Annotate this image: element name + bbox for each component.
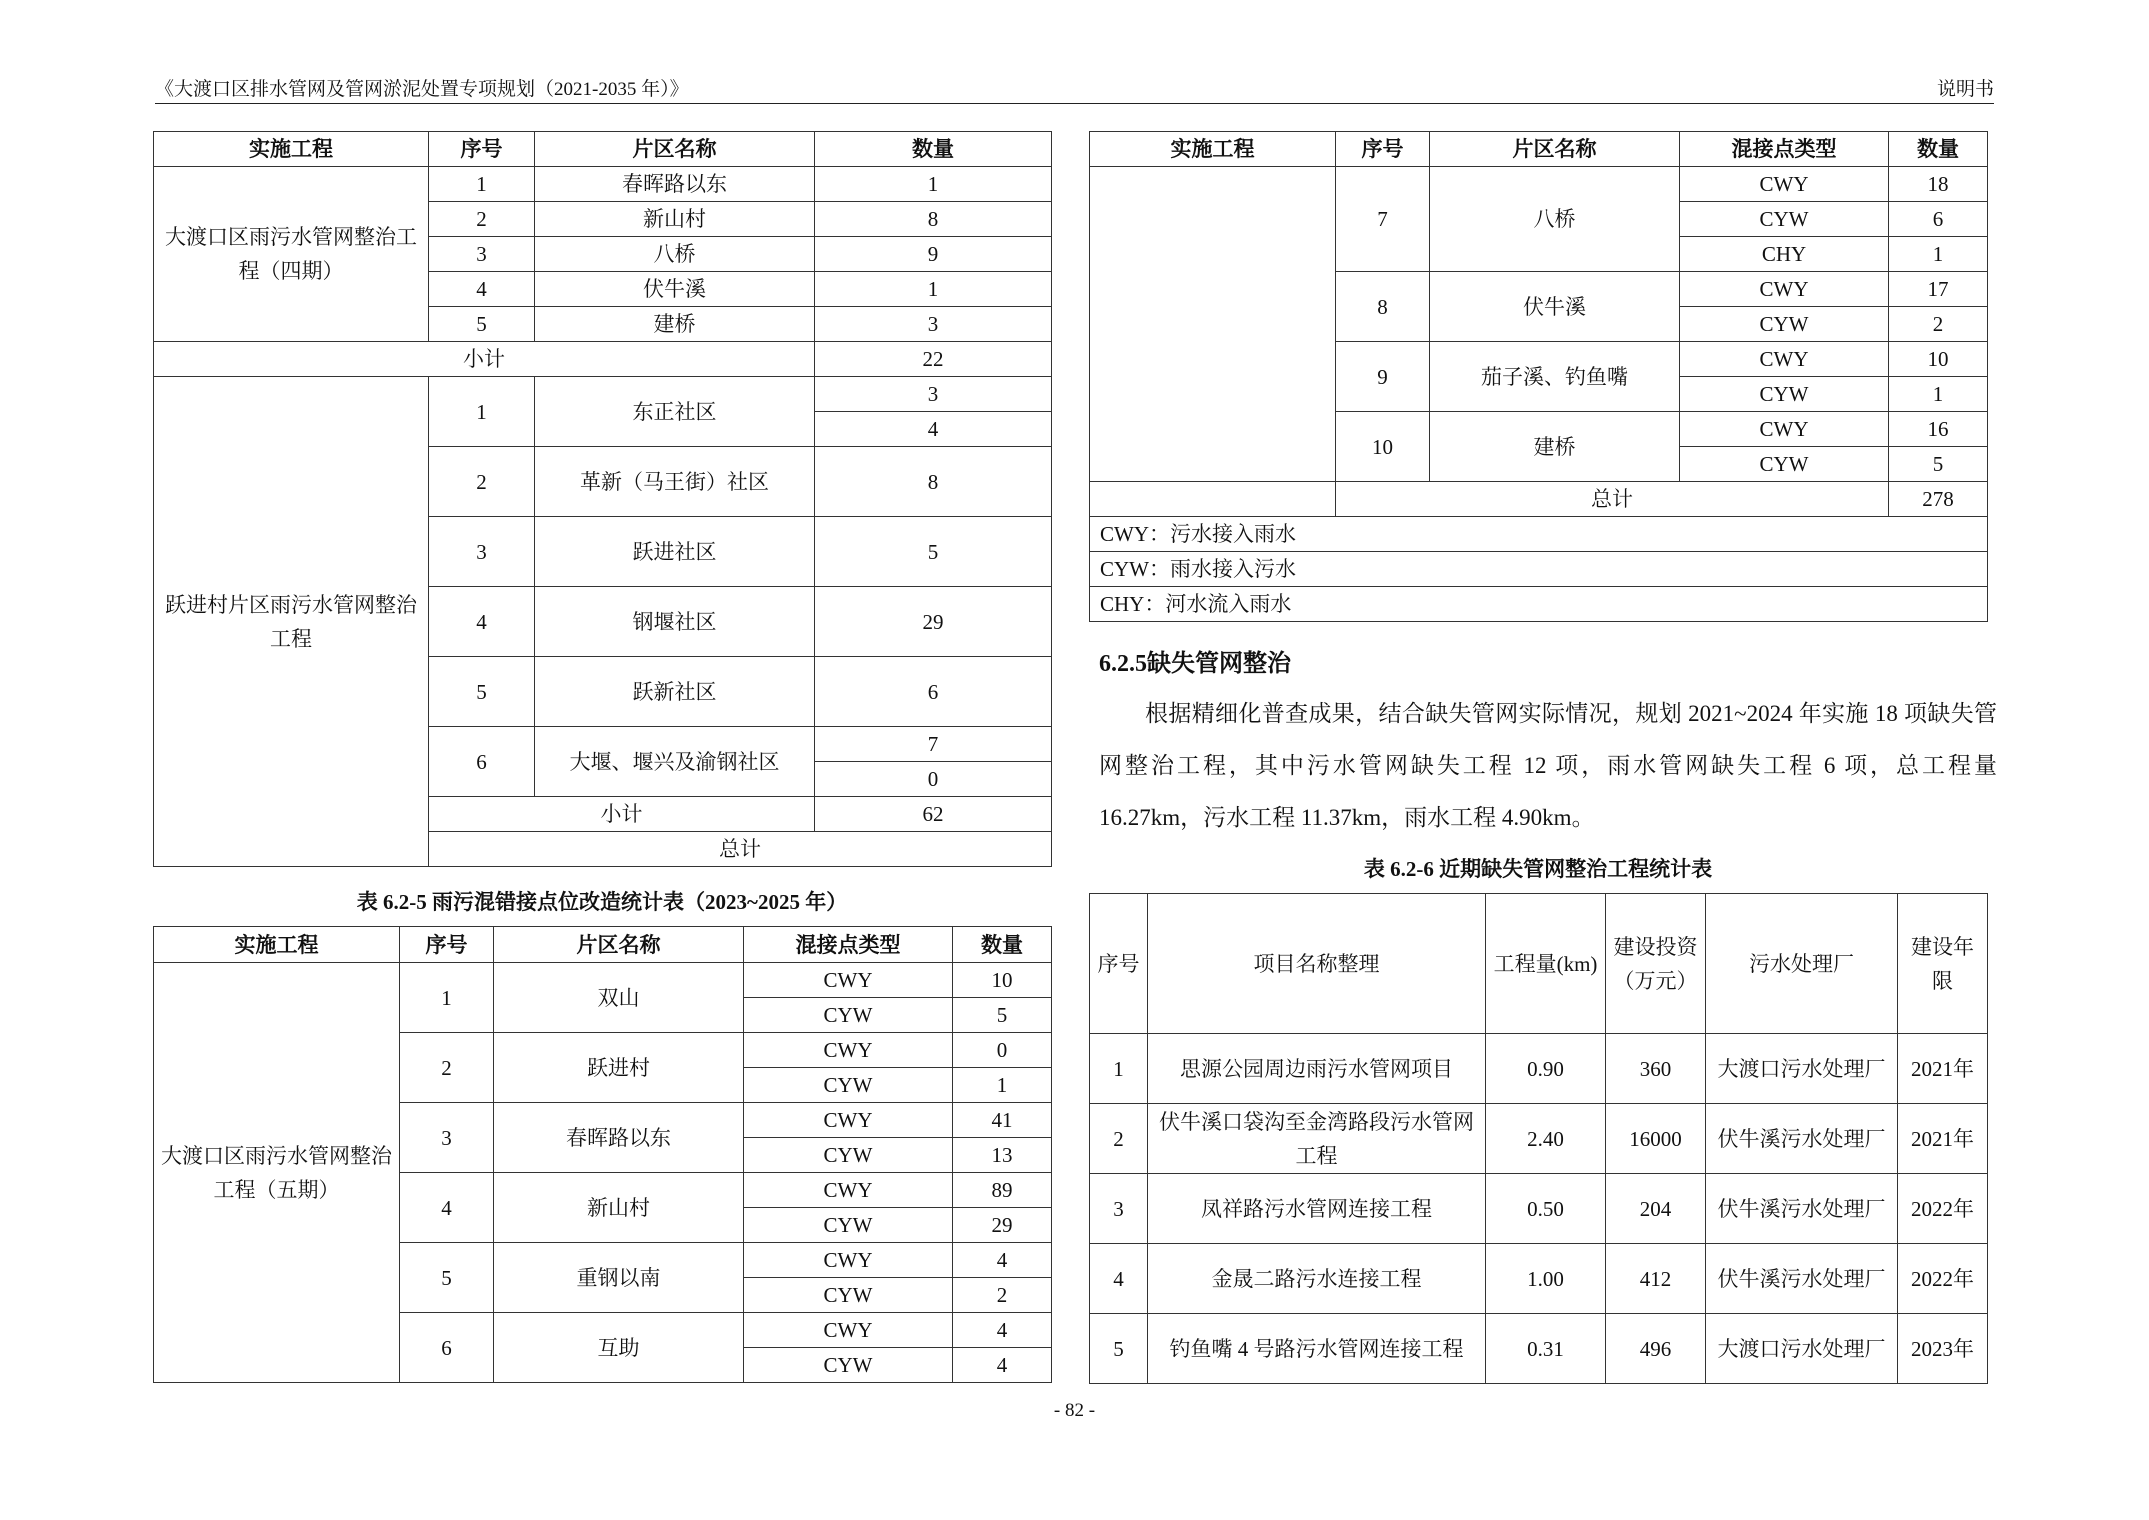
type-cell: CWY — [744, 1033, 953, 1068]
row-number: 3 — [429, 517, 535, 587]
qty-cell: 1 — [953, 1068, 1052, 1103]
type-cell: CWY — [1680, 412, 1889, 447]
type-cell: CWY — [744, 1243, 953, 1278]
qty-cell: 1 — [815, 167, 1052, 202]
length-km: 2.40 — [1486, 1104, 1606, 1174]
table-row — [154, 167, 1052, 202]
qty-cell: 89 — [953, 1173, 1052, 1208]
area-cell: 跃进村 — [494, 1033, 744, 1103]
table-misconnection-phase5 — [153, 926, 1052, 1383]
table-row — [1090, 1174, 1988, 1244]
row-number: 9 — [1336, 342, 1430, 412]
col-header: 序号 — [1336, 132, 1430, 167]
total-row — [1090, 482, 1988, 517]
type-cell: CYW — [1680, 202, 1889, 237]
investment: 412 — [1606, 1244, 1706, 1314]
subtotal-label: 小计 — [429, 797, 815, 832]
total-value: 278 — [1889, 482, 1988, 517]
project-cell — [1090, 167, 1336, 482]
type-cell: CYW — [1680, 307, 1889, 342]
area-cell: 八桥 — [535, 237, 815, 272]
col-header: 实施工程 — [1090, 132, 1336, 167]
col-header: 建设投资（万元） — [1606, 894, 1706, 1034]
area-cell: 双山 — [494, 963, 744, 1033]
type-cell: CYW — [744, 1068, 953, 1103]
col-header: 数量 — [815, 132, 1052, 167]
row-number: 3 — [400, 1103, 494, 1173]
col-header: 污水处理厂 — [1706, 894, 1898, 1034]
length-km: 1.00 — [1486, 1244, 1606, 1314]
qty-cell: 2 — [953, 1278, 1052, 1313]
type-cell: CWY — [744, 1313, 953, 1348]
table-misconnection-continued — [1089, 131, 1988, 622]
table-caption: 表 6.2-6 近期缺失管网整治工程统计表 — [1363, 857, 1713, 881]
row-number: 5 — [1090, 1314, 1148, 1384]
type-cell: CYW — [744, 1138, 953, 1173]
area-cell: 春晖路以东 — [494, 1103, 744, 1173]
qty-cell: 0 — [953, 1033, 1052, 1068]
subtotal-row — [154, 342, 1052, 377]
row-number: 5 — [400, 1243, 494, 1313]
qty-cell: 10 — [1889, 342, 1988, 377]
qty-cell: 41 — [953, 1103, 1052, 1138]
qty-cell: 29 — [953, 1208, 1052, 1243]
project-name: 伏牛溪口袋沟至金湾路段污水管网工程 — [1148, 1104, 1486, 1174]
table-row — [154, 963, 1052, 998]
col-header: 片区名称 — [535, 132, 815, 167]
qty-cell: 4 — [953, 1348, 1052, 1383]
qty-cell: 13 — [953, 1138, 1052, 1173]
type-cell: CWY — [1680, 342, 1889, 377]
area-cell: 春晖路以东 — [535, 167, 815, 202]
row-number: 5 — [429, 307, 535, 342]
qty-cell: 4 — [953, 1313, 1052, 1348]
area-cell: 八桥 — [1430, 167, 1680, 272]
header-divider — [155, 103, 1994, 104]
treatment-plant: 伏牛溪污水处理厂 — [1706, 1104, 1898, 1174]
row-number: 2 — [1090, 1104, 1148, 1174]
row-number: 2 — [429, 202, 535, 237]
table-caption: 表 6.2-5 雨污混错接点位改造统计表（2023~2025 年） — [356, 890, 848, 914]
subtotal-label: 小计 — [154, 342, 815, 377]
project-name: 金晟二路污水连接工程 — [1148, 1244, 1486, 1314]
qty-cell: 1 — [815, 272, 1052, 307]
area-cell: 新山村 — [535, 202, 815, 237]
project-name: 钓鱼嘴 4 号路污水管网连接工程 — [1148, 1314, 1486, 1384]
qty-cell: 6 — [1889, 202, 1988, 237]
build-year: 2022年 — [1898, 1174, 1988, 1244]
area-cell: 大堰、堰兴及渝钢社区 — [535, 727, 815, 797]
qty-cell: 0 — [815, 762, 1052, 797]
total-label: 总计 — [429, 832, 1052, 867]
row-number: 8 — [1336, 272, 1430, 342]
row-number: 1 — [1090, 1034, 1148, 1104]
type-cell: CWY — [744, 1173, 953, 1208]
qty-cell: 6 — [815, 657, 1052, 727]
project-name: 凤祥路污水管网连接工程 — [1148, 1174, 1486, 1244]
row-number: 3 — [1090, 1174, 1148, 1244]
document-title: 《大渡口区排水管网及管网淤泥处置专项规划（2021-2035 年）》 — [155, 79, 689, 100]
type-cell: CHY — [1680, 237, 1889, 272]
col-header: 实施工程 — [154, 927, 400, 963]
row-number: 1 — [429, 377, 535, 447]
area-cell: 伏牛溪 — [535, 272, 815, 307]
qty-cell: 10 — [953, 963, 1052, 998]
subtotal-value: 22 — [815, 342, 1052, 377]
row-number: 1 — [400, 963, 494, 1033]
qty-cell: 8 — [815, 447, 1052, 517]
section-paragraph: 根据精细化普查成果，结合缺失管网实际情况，规划 2021~2024 年实施 18 项缺失管网整治工程，其中污水管网缺失工程 12 项，雨水管网缺失工程 6 项，总工程量 16.27km，污水工程 11.37km，雨水工程 4.90km。 — [1099, 701, 1997, 830]
row-number: 6 — [400, 1313, 494, 1383]
note-chy: CHY：河水流入雨水 — [1090, 587, 1988, 622]
treatment-plant: 大渡口污水处理厂 — [1706, 1314, 1898, 1384]
area-cell: 跃新社区 — [535, 657, 815, 727]
row-number: 2 — [429, 447, 535, 517]
qty-cell: 16 — [1889, 412, 1988, 447]
col-header: 建设年限 — [1898, 894, 1988, 1034]
type-cell: CYW — [744, 1208, 953, 1243]
col-header: 序号 — [429, 132, 535, 167]
col-header: 混接点类型 — [1680, 132, 1889, 167]
subtotal-value: 62 — [815, 797, 1052, 832]
treatment-plant: 大渡口污水处理厂 — [1706, 1034, 1898, 1104]
qty-cell: 4 — [953, 1243, 1052, 1278]
type-cell: CWY — [1680, 272, 1889, 307]
row-number: 3 — [429, 237, 535, 272]
length-km: 0.31 — [1486, 1314, 1606, 1384]
area-cell: 新山村 — [494, 1173, 744, 1243]
qty-cell: 1 — [1889, 377, 1988, 412]
qty-cell: 5 — [953, 998, 1052, 1033]
col-header: 数量 — [953, 927, 1052, 963]
investment: 16000 — [1606, 1104, 1706, 1174]
note-row — [1090, 587, 1988, 622]
page-number: - 82 - — [1053, 1400, 1096, 1421]
build-year: 2023年 — [1898, 1314, 1988, 1384]
col-header: 工程量(km) — [1486, 894, 1606, 1034]
empty-cell — [1090, 482, 1336, 517]
treatment-plant: 伏牛溪污水处理厂 — [1706, 1244, 1898, 1314]
type-cell: CYW — [744, 1278, 953, 1313]
col-header: 混接点类型 — [744, 927, 953, 963]
col-header: 片区名称 — [1430, 132, 1680, 167]
investment: 360 — [1606, 1034, 1706, 1104]
qty-cell: 5 — [815, 517, 1052, 587]
area-cell: 钢堰社区 — [535, 587, 815, 657]
table-row — [1090, 1104, 1988, 1174]
build-year: 2021年 — [1898, 1104, 1988, 1174]
qty-cell: 3 — [815, 377, 1052, 412]
project-name: 思源公园周边雨污水管网项目 — [1148, 1034, 1486, 1104]
type-cell: CYW — [744, 1348, 953, 1383]
qty-cell: 17 — [1889, 272, 1988, 307]
treatment-plant: 伏牛溪污水处理厂 — [1706, 1174, 1898, 1244]
qty-cell: 4 — [815, 412, 1052, 447]
type-cell: CYW — [1680, 447, 1889, 482]
qty-cell: 5 — [1889, 447, 1988, 482]
row-number: 4 — [429, 587, 535, 657]
col-header: 序号 — [1090, 894, 1148, 1034]
length-km: 0.50 — [1486, 1174, 1606, 1244]
project-cell: 大渡口区雨污水管网整治工程（四期） — [154, 167, 429, 342]
area-cell: 东正社区 — [535, 377, 815, 447]
row-number: 4 — [429, 272, 535, 307]
table-row — [1090, 1314, 1988, 1384]
col-header: 项目名称整理 — [1148, 894, 1486, 1034]
note-cwy: CWY：污水接入雨水 — [1090, 517, 1988, 552]
table-missing-network-projects — [1089, 893, 1988, 1384]
project-cell: 大渡口区雨污水管网整治工程（五期） — [154, 963, 400, 1383]
col-header: 片区名称 — [494, 927, 744, 963]
row-number: 2 — [400, 1033, 494, 1103]
area-cell: 茄子溪、钓鱼嘴 — [1430, 342, 1680, 412]
section-heading: 6.2.5缺失管网整治 — [1099, 651, 1291, 677]
build-year: 2021年 — [1898, 1034, 1988, 1104]
investment: 496 — [1606, 1314, 1706, 1384]
area-cell: 革新（马王街）社区 — [535, 447, 815, 517]
row-number: 7 — [1336, 167, 1430, 272]
total-label: 总计 — [1336, 482, 1889, 517]
qty-cell: 2 — [1889, 307, 1988, 342]
type-cell: CWY — [1680, 167, 1889, 202]
col-header: 序号 — [400, 927, 494, 963]
area-cell: 建桥 — [535, 307, 815, 342]
col-header: 实施工程 — [154, 132, 429, 167]
table-row — [1090, 167, 1988, 202]
table-row — [154, 377, 1052, 412]
area-cell: 互助 — [494, 1313, 744, 1383]
qty-cell: 3 — [815, 307, 1052, 342]
qty-cell: 1 — [1889, 237, 1988, 272]
qty-cell: 29 — [815, 587, 1052, 657]
col-header: 数量 — [1889, 132, 1988, 167]
area-cell: 重钢以南 — [494, 1243, 744, 1313]
row-number: 1 — [429, 167, 535, 202]
note-cyw: CYW：雨水接入污水 — [1090, 552, 1988, 587]
document-type: 说明书 — [1936, 79, 1994, 100]
qty-cell: 18 — [1889, 167, 1988, 202]
type-cell: CWY — [744, 1103, 953, 1138]
note-row — [1090, 517, 1988, 552]
note-row — [1090, 552, 1988, 587]
area-cell: 建桥 — [1430, 412, 1680, 482]
row-number: 4 — [400, 1173, 494, 1243]
table-row — [1090, 1034, 1988, 1104]
build-year: 2022年 — [1898, 1244, 1988, 1314]
project-cell: 跃进村片区雨污水管网整治工程 — [154, 377, 429, 867]
qty-cell: 7 — [815, 727, 1052, 762]
qty-cell: 9 — [815, 237, 1052, 272]
row-number: 10 — [1336, 412, 1430, 482]
qty-cell: 8 — [815, 202, 1052, 237]
area-cell: 伏牛溪 — [1430, 272, 1680, 342]
length-km: 0.90 — [1486, 1034, 1606, 1104]
row-number: 5 — [429, 657, 535, 727]
type-cell: CWY — [744, 963, 953, 998]
table-row — [1090, 1244, 1988, 1314]
area-cell: 跃进社区 — [535, 517, 815, 587]
row-number: 6 — [429, 727, 535, 797]
row-number: 4 — [1090, 1244, 1148, 1314]
investment: 204 — [1606, 1174, 1706, 1244]
type-cell: CYW — [744, 998, 953, 1033]
table-rain-sewage-projects — [153, 131, 1052, 867]
type-cell: CYW — [1680, 377, 1889, 412]
